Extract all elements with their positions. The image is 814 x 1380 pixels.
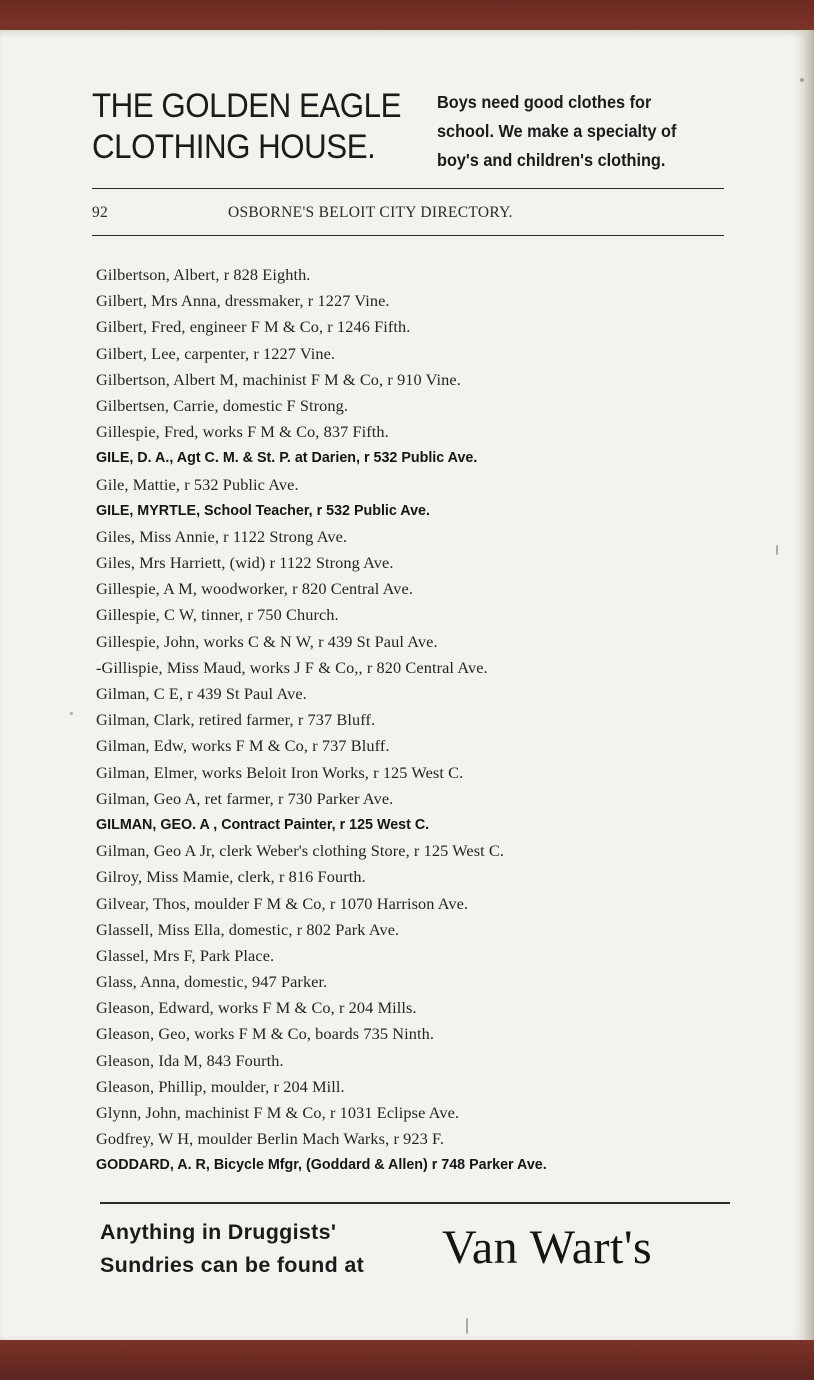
directory-entry: Glynn, John, machinist F M & Co, r 1031 Eclipse Ave. [96,1103,460,1122]
druggists-ad-line-2: Sundries can be found at [100,1253,365,1277]
directory-entry: Gleason, Ida M, 843 Fourth. [96,1050,284,1070]
advertiser-name [92,86,405,168]
directory-entry: Gilman, Elmer, works Beloit Iron Works, r 125 West C. [96,762,464,782]
directory-entry: Gilbert, Mrs Anna, dressmaker, r 1227 Vine. [96,291,390,311]
ink-speck [466,1318,468,1334]
directory-entry: Gilman, Geo A Jr, clerk Weber's clothing Store, r 125 West C. [96,841,505,861]
directory-entry: GODDARD, A. R, Bicycle Mfgr, (Goddard & Allen) r 748 Parker Ave. [96,1157,547,1174]
directory-entry: Gillespie, Fred, works F M & Co, 837 Fifth. [96,422,389,442]
directory-entry: Gilman, Geo A, ret farmer, r 730 Parker Ave. [96,788,394,808]
directory-entry: Gilbertson, Albert, r 828 Eighth. [96,265,311,284]
druggists-ad-copy [100,1216,430,1282]
directory-entry: Gilroy, Miss Mamie, clerk, r 816 Fourth. [96,867,366,887]
van-warts-brand: Van Wart's [442,1221,653,1274]
advertiser-name-line-2: CLOTHING HOUSE. [92,128,376,166]
directory-entry: Gilbert, Lee, carpenter, r 1227 Vine. [96,343,336,363]
advertisement-copy-line-1: Boys need good clothes for [437,92,652,112]
directory-entry: Gilbertsen, Carrie, domestic F Strong. [96,395,349,415]
header-rule-bottom [92,235,724,236]
running-head [92,204,724,226]
advertisement-copy-line-3: boy's and children's clothing. [437,150,666,170]
directory-entry: Gilbert, Fred, engineer F M & Co, r 1246 Fifth. [96,317,411,337]
ink-speck [70,712,73,715]
directory-entry: Gillespie, John, works C & N W, r 439 St Paul Ave. [96,631,438,651]
directory-entry: Glassel, Mrs F, Park Place. [96,945,275,965]
directory-entry: GILE, D. A., Agt C. M. & St. P. at Darien, r 532 Public Ave. [96,450,478,467]
advertisement-copy-line-2: school. We make a specialty of [437,121,677,141]
directory-entry: GILMAN, GEO. A , Contract Painter, r 125 West C. [96,816,430,833]
advertisement-copy [437,88,716,175]
golden-eagle-advertisement [92,86,732,176]
directory-title: OSBORNE'S BELOIT CITY DIRECTORY. [228,204,513,221]
directory-entry: Gilvear, Thos, moulder F M & Co, r 1070 Harrison Ave. [96,893,469,913]
van-warts-advertisement [100,1216,740,1306]
advertiser-name-line-1: THE GOLDEN EAGLE [92,87,402,125]
directory-entry: Gilman, C E, r 439 St Paul Ave. [96,684,307,703]
page-edge [805,30,814,1340]
ink-speck [800,78,804,82]
directory-entry: Godfrey, W H, moulder Berlin Mach Warks, r 923 F. [96,1129,445,1149]
directory-entries [96,262,736,1179]
directory-entry: Gleason, Phillip, moulder, r 204 Mill. [96,1076,345,1096]
directory-entry: Gilman, Clark, retired farmer, r 737 Bluff. [96,710,376,730]
directory-entry: Giles, Mrs Harriett, (wid) r 1122 Strong Ave. [96,553,394,573]
druggists-ad-line-1: Anything in Druggists' [100,1220,337,1244]
ink-speck [776,545,778,555]
directory-entry: Gleason, Edward, works F M & Co, r 204 Mills. [96,998,417,1018]
book-binding-top [0,0,814,30]
directory-entry: GILE, MYRTLE, School Teacher, r 532 Public Ave. [96,502,430,519]
footer-rule [100,1202,730,1204]
header-rule-top [92,188,724,189]
book-binding-bottom [0,1340,814,1380]
directory-entry: Gilman, Edw, works F M & Co, r 737 Bluff. [96,736,390,756]
directory-entry: Gile, Mattie, r 532 Public Ave. [96,474,299,494]
directory-entry: Gillespie, A M, woodworker, r 820 Central Ave. [96,579,414,599]
page-number: 92 [92,204,109,221]
directory-entry: Gillespie, C W, tinner, r 750 Church. [96,605,339,625]
directory-entry: Glassell, Miss Ella, domestic, r 802 Park Ave. [96,919,400,939]
directory-entry: Giles, Miss Annie, r 1122 Strong Ave. [96,526,348,546]
directory-entry: Glass, Anna, domestic, 947 Parker. [96,972,328,992]
directory-entry: -Gillispie, Miss Maud, works J F & Co,, r 820 Central Ave. [96,657,488,677]
directory-entry: Gilbertson, Albert M, machinist F M & Co, r 910 Vine. [96,369,461,389]
directory-entry: Gleason, Geo, works F M & Co, boards 735 Ninth. [96,1024,434,1044]
